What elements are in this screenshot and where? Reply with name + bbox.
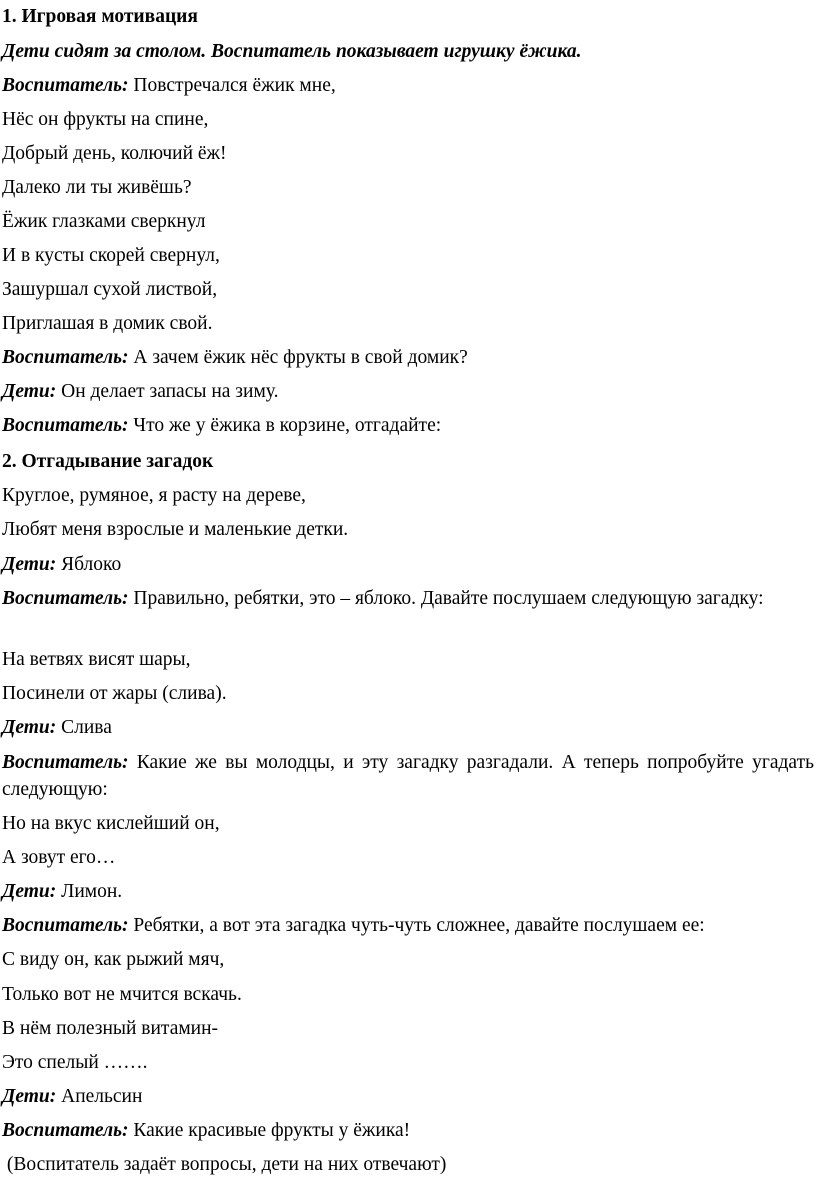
closing-note: (Воспитатель задаёт вопросы, дети на них отвечают) bbox=[2, 1154, 447, 1175]
dialogue-text: Ребятки, а вот эта загадка чуть-чуть сложнее, давайте послушаем ее: bbox=[128, 915, 705, 936]
dialogue-line bbox=[2, 553, 814, 577]
dialogue-line bbox=[2, 716, 814, 740]
poem-line: Зашуршал сухой листвой, bbox=[2, 279, 218, 300]
speaker-label: Воспитатель: bbox=[2, 347, 129, 368]
dialogue-line bbox=[2, 1085, 814, 1109]
section-heading-riddles: 2. Отгадывание загадок bbox=[2, 451, 214, 472]
dialogue-text: Лимон. bbox=[56, 881, 123, 902]
dialogue-text: Яблоко bbox=[56, 554, 122, 575]
stage-direction: Дети сидят за столом. Воспитатель показывает игрушку ёжика. bbox=[2, 41, 582, 62]
riddle-line: Посинели от жары (слива). bbox=[2, 683, 227, 704]
poem-line: Нёс он фрукты на спине, bbox=[2, 109, 209, 130]
riddle-line: А зовут его… bbox=[2, 847, 116, 868]
dialogue-line bbox=[2, 380, 814, 404]
dialogue-line bbox=[2, 1119, 814, 1143]
dialogue-line bbox=[2, 346, 814, 370]
riddle-line: Любят меня взрослые и маленькие детки. bbox=[2, 519, 349, 540]
riddle-line: Только вот не мчится вскачь. bbox=[2, 984, 242, 1005]
riddle-line: Это спелый ……. bbox=[2, 1052, 148, 1073]
dialogue-paragraph bbox=[2, 585, 814, 612]
poem-line: Ёжик глазками сверкнул bbox=[2, 211, 206, 232]
riddle-line: Круглое, румяное, я расту на дереве, bbox=[2, 485, 306, 506]
dialogue-line bbox=[2, 74, 814, 98]
speaker-label: Дети: bbox=[2, 381, 57, 402]
dialogue-text: Повстречался ёжик мне, bbox=[128, 75, 336, 96]
dialogue-text: Он делает запасы на зиму. bbox=[56, 381, 279, 402]
speaker-label: Воспитатель: bbox=[2, 915, 129, 936]
dialogue-line bbox=[2, 914, 814, 938]
riddle-line: В нём полезный витамин- bbox=[2, 1018, 219, 1039]
poem-line: Приглашая в домик свой. bbox=[2, 313, 213, 334]
dialogue-line bbox=[2, 880, 814, 904]
speaker-label: Воспитатель: bbox=[2, 752, 129, 773]
dialogue-text: Правильно, ребятки, это – яблоко. Давайте послушаем следующую загадку: bbox=[128, 588, 764, 609]
poem-line: Далеко ли ты живёшь? bbox=[2, 177, 192, 198]
dialogue-line bbox=[2, 414, 814, 438]
speaker-label: Воспитатель: bbox=[2, 1120, 129, 1141]
riddle-line: Но на вкус кислейший он, bbox=[2, 813, 220, 834]
speaker-label: Воспитатель: bbox=[2, 415, 129, 436]
poem-line: И в кусты скорей свернул, bbox=[2, 245, 220, 266]
speaker-label: Воспитатель: bbox=[2, 588, 129, 609]
speaker-label: Дети: bbox=[2, 717, 57, 738]
riddle-line: На ветвях висят шары, bbox=[2, 649, 191, 670]
dialogue-text: Какие красивые фрукты у ёжика! bbox=[128, 1120, 411, 1141]
dialogue-paragraph bbox=[2, 749, 814, 803]
section-heading-motivation: 1. Игровая мотивация bbox=[2, 6, 198, 27]
dialogue-text: Что же у ёжика в корзине, отгадайте: bbox=[128, 415, 442, 436]
speaker-label: Дети: bbox=[2, 1086, 57, 1107]
dialogue-text: А зачем ёжик нёс фрукты в свой домик? bbox=[128, 347, 468, 368]
dialogue-text: Слива bbox=[56, 717, 112, 738]
speaker-label: Дети: bbox=[2, 881, 57, 902]
riddle-line: С виду он, как рыжий мяч, bbox=[2, 949, 225, 970]
poem-line: Добрый день, колючий ёж! bbox=[2, 143, 227, 164]
speaker-label: Воспитатель: bbox=[2, 75, 129, 96]
dialogue-text: Какие же вы молодцы, и эту загадку разгадали. А теперь попробуйте угадать следующую: bbox=[2, 752, 814, 800]
speaker-label: Дети: bbox=[2, 554, 57, 575]
dialogue-text: Апельсин bbox=[56, 1086, 143, 1107]
